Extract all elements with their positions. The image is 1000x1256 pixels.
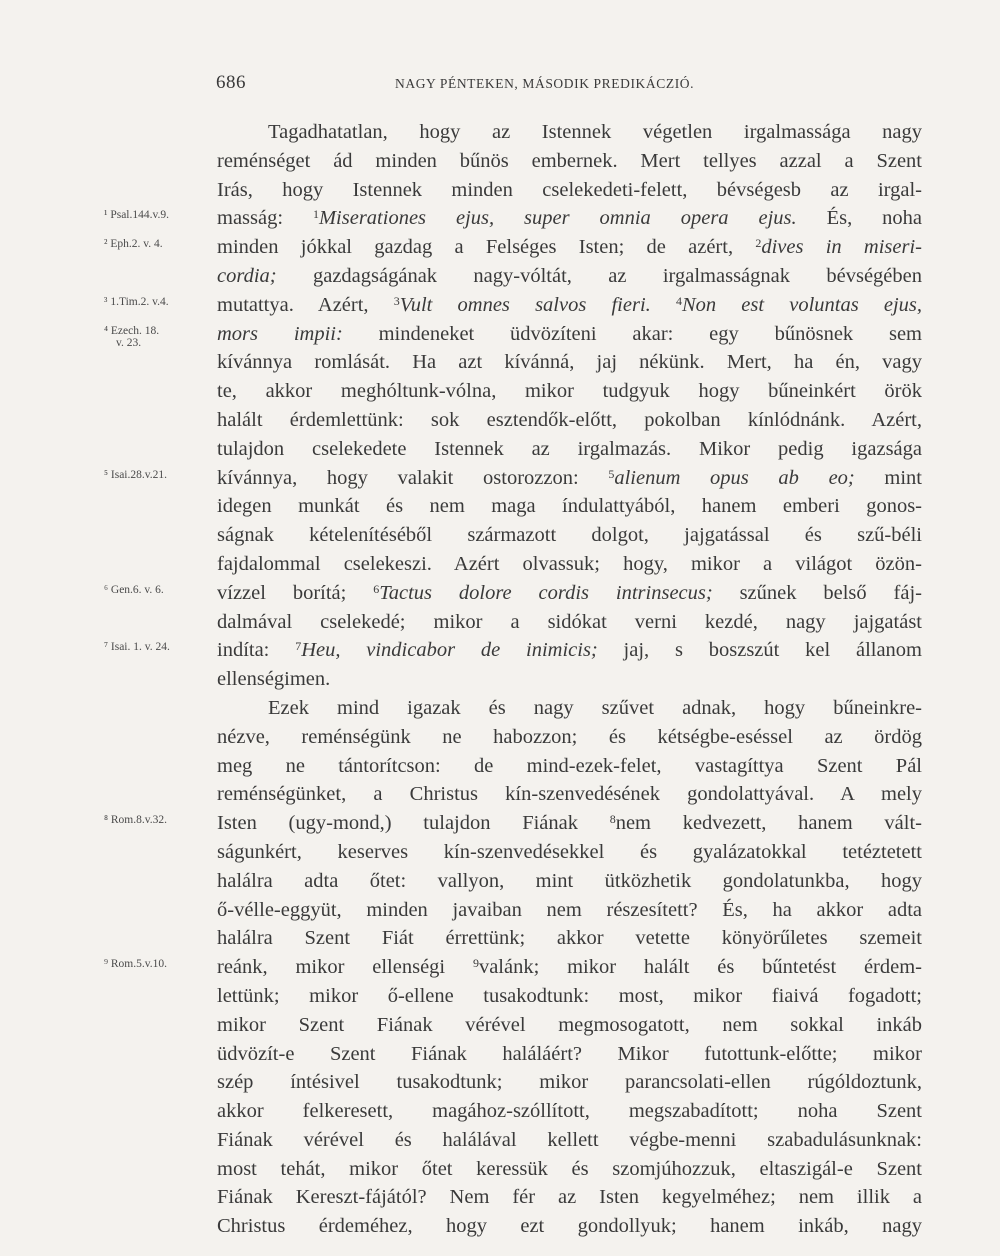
text-line (0, 896, 1000, 925)
text-line (0, 1155, 1000, 1184)
margin-reference: ⁹ Rom.5.v.10. (104, 958, 168, 971)
footnote-marker: 1 (312, 207, 319, 222)
paragraph-line: Ezek mind igazak és nagy szűvet adnak, hogy bűneinkre- (268, 696, 922, 719)
paragraph-line: reménségünket, a Christus kín-szenvedésének gondolattyával. A mely (217, 783, 922, 806)
page-header (0, 66, 1000, 96)
latin-quote: dives in miseri- (761, 236, 922, 259)
text-line (0, 1068, 1000, 1097)
text-line (0, 579, 1000, 608)
paragraph-line: dalmával cselekedé; mikor a sidókat verni kezdé, nagy jajgatást (217, 610, 922, 633)
text-line (0, 435, 1000, 464)
text-line (0, 924, 1000, 953)
text-line (0, 1126, 1000, 1155)
text-line (0, 752, 1000, 781)
text-line (0, 147, 1000, 176)
footnote-marker: 2 (755, 236, 762, 251)
paragraph-line: most tehát, mikor őtet keressük és szomjúhozzuk, eltaszigál-e Szent (217, 1157, 922, 1180)
paragraph-line: cordia; gazdagságának nagy-vóltát, az irgalmasságnak bévségében (217, 264, 922, 287)
paragraph-line: halálra Szent Fiát érrettünk; akkor vetette könyörűletes szemeit (217, 927, 922, 950)
running-title: NAGY PÉNTEKEN, MÁSODIK PREDIKÁCZIÓ. (395, 76, 695, 91)
paragraph-line: idegen munkát és nem maga índulattyából, hanem emberi gonos- (217, 495, 922, 518)
paragraph-line: minden jókkal gazdag a Felséges Isten; de azért, $^2$dives in miseri- (217, 236, 922, 259)
paragraph-line: masság: $^1$Miserationes ejus, super omnia opera ejus. És, noha (217, 207, 922, 230)
latin-quote: cordia; (217, 264, 277, 287)
latin-quote: Tactus dolore cordis intrinsecus; (379, 581, 713, 604)
margin-reference: ³ 1.Tim.2. v.4. (104, 295, 169, 308)
margin-reference: ¹ Psal.144.v.9. (104, 209, 169, 222)
paragraph-line: Isten (ugy-mond,) tulajdon Fiának $^8$nem kedvezett, hanem vált- (217, 812, 922, 835)
paragraph-line: mikor Szent Fiának vérével megmosogatott, nem sokkal inkáb (217, 1013, 922, 1036)
latin-quote: Heu, vindicabor de inimicis; (301, 639, 598, 662)
page-number: 686 (216, 72, 246, 93)
text-line (0, 953, 1000, 982)
paragraph-line: mutattya. Azért, $^3$Vult omnes salvos fieri. $^4$Non est voluntas ejus, (217, 293, 923, 316)
margin-reference: ⁵ Isai.28.v.21. (104, 468, 167, 481)
footnote-marker: 4 (675, 293, 682, 308)
text-line (0, 550, 1000, 579)
footnote-marker: 8 (609, 812, 616, 827)
text-line (0, 492, 1000, 521)
body-text (0, 118, 1000, 1241)
paragraph-line: ő-vélle-eggyüt, minden javaiban nem részesített? És, ha akkor adta (217, 898, 922, 921)
text-line (0, 262, 1000, 291)
text-line (0, 982, 1000, 1011)
paragraph-line: vízzel borítá; $^6$Tactus dolore cordis intrinsecus; szűnek belső fáj- (217, 581, 922, 604)
footnote-marker: 5 (608, 466, 615, 481)
paragraph-line: Irás, hogy Istennek minden cselekedeti-felett, bévségesb az irgal- (217, 178, 922, 201)
margin-reference: ⁸ Rom.8.v.32. (104, 814, 168, 827)
text-line (0, 464, 1000, 493)
paragraph-line: ságunkért, keserves kín-szenvedésekkel és gyalázatokkal tetéztetett (217, 840, 922, 863)
text-line (0, 377, 1000, 406)
text-line (0, 233, 1000, 262)
text-line (0, 291, 1000, 320)
footnote-marker: 9 (472, 956, 479, 971)
text-line (0, 320, 1000, 349)
text-line (0, 694, 1000, 723)
text-line (0, 809, 1000, 838)
text-line (0, 1040, 1000, 1069)
paragraph-line: Tagadhatatlan, hogy az Istennek végetlen irgalmassága nagy (268, 121, 922, 143)
text-line (0, 608, 1000, 637)
paragraph-line: reánk, mikor ellenségi $^9$valánk; mikor halált és bűntetést érdem- (217, 956, 922, 979)
paragraph-line: nézve, reménségünk ne habozzon; és kétségbe-eséssel az ördög (217, 725, 922, 748)
text-line (0, 1183, 1000, 1212)
paragraph-line: meg ne tántorítcson: de mind-ezek-felet, vastagíttya Szent Pál (217, 754, 922, 777)
text-line (0, 838, 1000, 867)
paragraph-line: szép íntésivel tusakodtunk; mikor parancsolati-ellen rúgóldoztunk, (217, 1071, 922, 1094)
text-line (0, 1097, 1000, 1126)
paragraph-line: te, akkor meghóltunk-vólna, mikor tudgyuk hogy bűneinkért örök (217, 380, 922, 403)
paragraph-line: lettünk; mikor ő-ellene tusakodtunk: most, mikor fiaivá fogadott; (217, 984, 922, 1007)
text-line (0, 118, 1000, 147)
margin-reference: ² Eph.2. v. 4. (104, 238, 163, 251)
text-line (0, 406, 1000, 435)
margin-reference: ⁷ Isai. 1. v. 24. (104, 641, 170, 654)
latin-quote: Non est voluntas ejus, (681, 293, 923, 316)
paragraph-line: kívánnya romlását. Ha azt kívánná, jaj nékünk. Mert, ha én, vagy (217, 351, 922, 374)
paragraph-line: ellenségimen. (217, 668, 331, 691)
text-line (0, 204, 1000, 233)
text-line (0, 780, 1000, 809)
paragraph-line: Fiának vérével és halálával kellett végbe-menni szabadulásunknak: (217, 1128, 922, 1151)
footnote-marker: 3 (393, 293, 400, 308)
footnote-marker: 6 (373, 581, 380, 596)
text-line (0, 1011, 1000, 1040)
text-line (0, 176, 1000, 205)
paragraph-line: halált érdemlettünk: sok esztendők-előtt, pokolban kínlódnánk. Azért, (217, 408, 922, 431)
margin-reference: ⁴ Ezech. 18. v. 23. (104, 324, 160, 349)
text-line (0, 348, 1000, 377)
paragraph-line: ságnak kételenítéséből származott dolgot, jajgatással és szű-béli (217, 524, 922, 547)
latin-quote: alienum opus ab eo; (614, 466, 855, 489)
footnote-marker: 7 (295, 639, 302, 654)
paragraph-line: akkor felkeresett, magához-szóllított, megszabadított; noha Szent (217, 1100, 922, 1123)
latin-quote: Miserationes ejus, super omnia opera ejus. (318, 207, 797, 230)
paragraph-line: halálra adta őtet: vallyon, mint ütközhetik gondolatunkba, hogy (217, 869, 922, 892)
margin-reference: ⁶ Gen.6. v. 6. (104, 583, 164, 596)
paragraph-line: reménséget ád minden bűnös embernek. Mert tellyes azzal a Szent (217, 149, 922, 172)
text-line (0, 521, 1000, 550)
paragraph-line: tulajdon cselekedete Istennek az irgalmazás. Mikor pedig igazsága (217, 437, 922, 460)
text-line (0, 1212, 1000, 1241)
paragraph-line: fajdalommal cselekeszi. Azért olvassuk; hogy, mikor a világot özön- (217, 552, 922, 575)
latin-quote: mors impii: (217, 322, 343, 345)
text-line (0, 723, 1000, 752)
paragraph-line: indíta: $^7$Heu, vindicabor de inimicis; jaj, s boszszút kel állanom (217, 639, 923, 662)
text-line (0, 636, 1000, 665)
paragraph-line: kívánnya, hogy valakit ostorozzon: $^5$alienum opus ab eo; mint (217, 466, 922, 489)
paragraph-line: mors impii: mindeneket üdvözíteni akar: egy bűnösnek sem (217, 322, 922, 345)
paragraph-line: Fiának Kereszt-fájától? Nem fér az Isten kegyelméhez; nem illik a (217, 1186, 922, 1209)
paragraph-line: Christus érdeméhez, hogy ezt gondollyuk; hanem inkáb, nagy (217, 1215, 922, 1238)
paragraph-line: üdvözít-e Szent Fiának haláláért? Mikor futottunk-előtte; mikor (217, 1042, 922, 1065)
latin-quote: Vult omnes salvos fieri. (399, 293, 651, 316)
text-line (0, 665, 1000, 694)
text-line (0, 867, 1000, 896)
